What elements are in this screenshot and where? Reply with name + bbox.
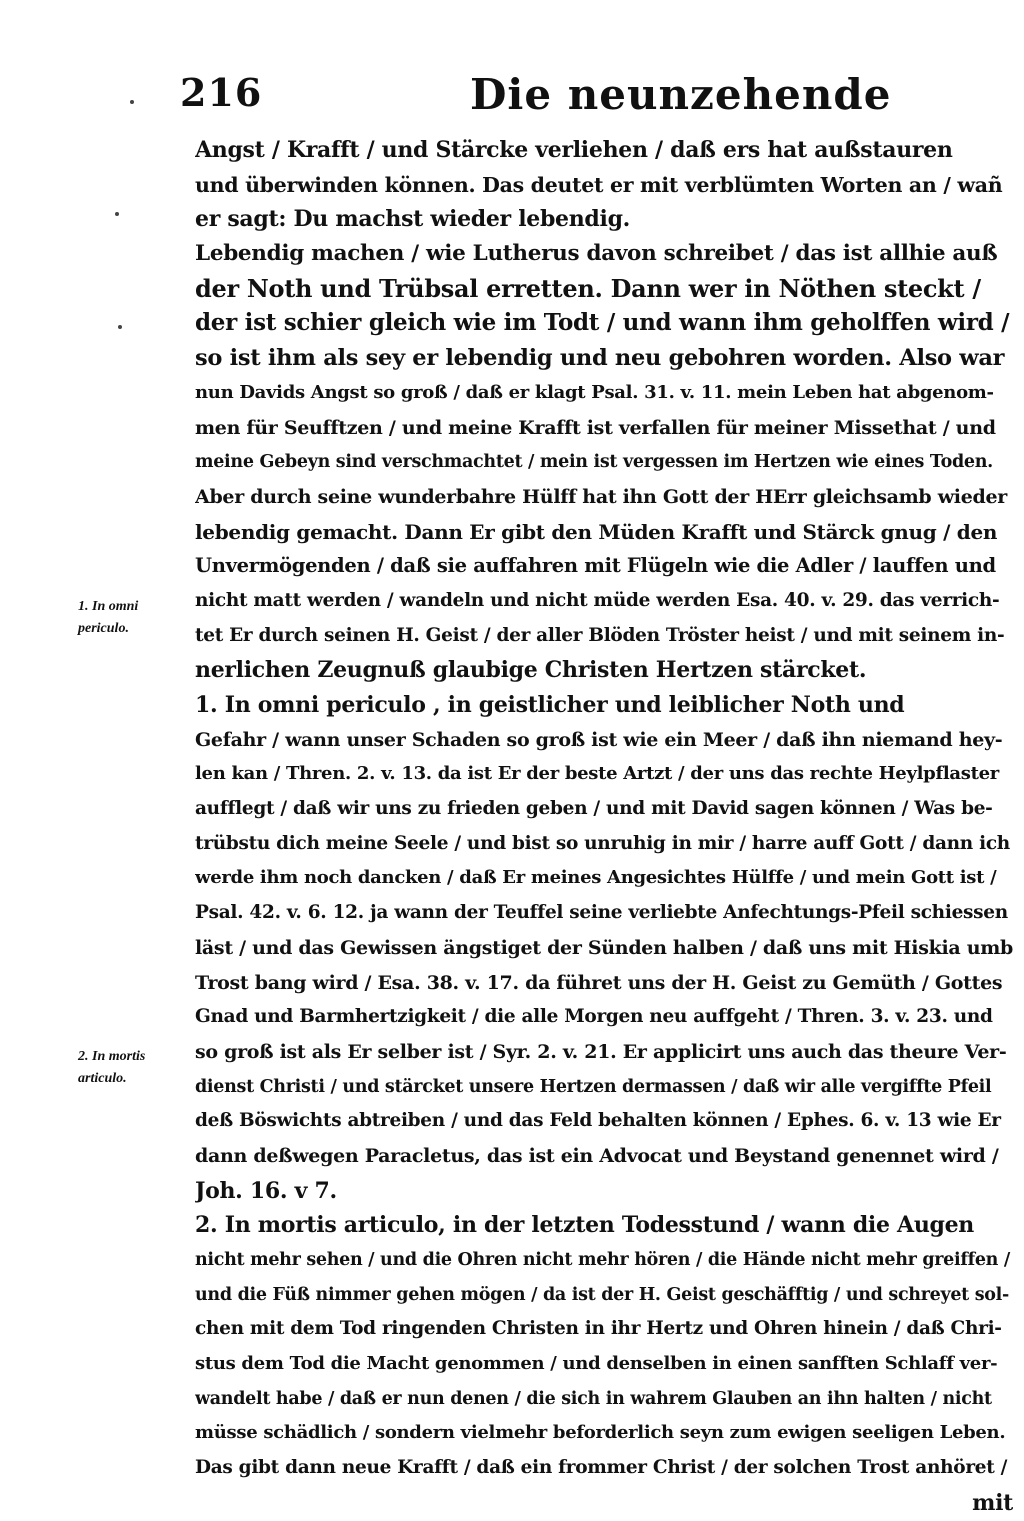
text-line-37: wandelt habe / daß er nun denen / die sich in wahrem Glauben an ihn halten / nicht: [195, 1388, 992, 1409]
text-line-17: 1. In omni periculo , in geistlicher und leiblicher Noth und: [195, 692, 905, 718]
margin-note-2-line-1: 2. In mortis: [78, 1049, 146, 1064]
text-line-38: müsse schädlich / sondern vielmehr beforderlich seyn zum ewigen seeligen Leben.: [195, 1422, 1006, 1444]
text-line-30: dann deßwegen Paracletus, das ist ein Advocat und Beystand genennet wird /: [195, 1144, 999, 1167]
text-line-12: lebendig gemacht. Dann Er gibt den Müden Krafft und Stärck gnug / den: [195, 519, 998, 544]
text-line-31: Joh. 16. v 7.: [195, 1177, 337, 1204]
margin-note-1: [78, 596, 188, 640]
margin-note-1-line-1: 1. In omni: [78, 599, 139, 614]
ink-speck: [118, 325, 122, 329]
catchword: mit: [972, 1489, 1013, 1516]
margin-note-2-line-2: articulo.: [78, 1071, 127, 1086]
text-line-18: Gefahr / wann unser Schaden so groß ist wie ein Meer / daß ihn niemand hey-: [195, 728, 1003, 751]
text-line-25: Trost bang wird / Esa. 38. v. 17. da führet uns der H. Geist zu Gemüth / Gottes: [195, 971, 1003, 994]
text-line-28: dienst Christi / und stärcket unsere Hertzen dermassen / daß wir alle vergiffte Pfeil: [195, 1076, 992, 1097]
text-line-19: len kan / Thren. 2. v. 13. da ist Er der beste Artzt / der uns das rechte Heylpflaster: [195, 763, 999, 785]
text-line-7: so ist ihm als sey er lebendig und neu gebohren worden. Also war: [195, 345, 1005, 372]
body-text: [195, 133, 1013, 1521]
text-line-13: Unvermögenden / daß sie auffahren mit Flügeln wie die Adler / lauffen und: [195, 554, 996, 578]
text-line-34: und die Füß nimmer gehen mögen / da ist der H. Geist geschäfftig / und schreyet sol-: [195, 1284, 1009, 1305]
text-line-39: Das gibt dann neue Krafft / daß ein frommer Christ / der solchen Trost anhöret /: [195, 1457, 1008, 1479]
ink-speck: [130, 100, 134, 104]
text-line-6: der ist schier gleich wie im Todt / und wann ihm geholffen wird /: [195, 309, 1010, 337]
text-line-27: so groß ist als Er selber ist / Syr. 2. v. 21. Er applicirt uns auch das theure Ver-: [195, 1040, 1007, 1063]
text-line-9: men für Seufftzen / und meine Krafft ist verfallen für meiner Missethat / und: [195, 416, 996, 439]
text-line-11: Aber durch seine wunderbahre Hülff hat ihn Gott der HErr gleichsamb wieder: [195, 485, 1007, 508]
text-line-4: Lebendig machen / wie Lutherus davon schreibet / das ist allhie auß: [195, 241, 998, 267]
text-line-36: stus dem Tod die Macht genommen / und denselben in einen sanfften Schlaff ver-: [195, 1353, 998, 1375]
text-line-24: läst / und das Gewissen ängstiget der Sünden halben / daß uns mit Hiskia umb: [195, 936, 1013, 959]
running-title: Die neunzehende: [470, 70, 892, 119]
text-line-5: der Noth und Trübsal erretten. Dann wer in Nöthen steckt /: [195, 273, 981, 303]
ink-speck: [115, 212, 119, 216]
text-line-20: aufflegt / daß wir uns zu frieden geben / und mit David sagen können / Was be-: [195, 798, 993, 820]
text-line-22: werde ihm noch dancken / daß Er meines Angesichtes Hülffe / und mein Gott ist /: [195, 867, 997, 889]
text-line-15: tet Er durch seinen H. Geist / der aller Blöden Tröster heist / und mit seinem in-: [195, 624, 1005, 646]
text-line-33: nicht mehr sehen / und die Ohren nicht mehr hören / die Hände nicht mehr greiffen /: [195, 1250, 1010, 1270]
text-line-23: Psal. 42. v. 6. 12. ja wann der Teuffel seine verliebte Anfechtungs-Pfeil schiessen: [195, 902, 1008, 924]
text-line-10: meine Gebeyn sind verschmachtet / mein ist vergessen im Hertzen wie eines Toden.: [195, 452, 993, 473]
text-line-35: chen mit dem Tod ringenden Christen in ihr Hertz und Ohren hinein / daß Chri-: [195, 1318, 1002, 1340]
text-line-3: er sagt: Du machst wieder lebendig.: [195, 206, 631, 233]
text-line-32: 2. In mortis articulo, in der letzten Todesstund / wann die Augen: [195, 1212, 974, 1239]
text-line-21: trübstu dich meine Seele / und bist so unruhig in mir / harre auff Gott / dann ich: [195, 832, 1010, 854]
page-header: [180, 70, 1020, 120]
text-line-8: nun Davids Angst so groß / daß er klagt Psal. 31. v. 11. mein Leben hat abgenom-: [195, 381, 994, 403]
text-line-16: nerlichen Zeugnuß glaubige Christen Hertzen stärcket.: [195, 657, 867, 684]
text-line-26: Gnad und Barmhertzigkeit / die alle Morgen neu auffgeht / Thren. 3. v. 23. und: [195, 1006, 993, 1028]
margin-note-2: [78, 1046, 188, 1090]
text-line-2: und überwinden können. Das deutet er mit verblümten Worten an / wañ: [195, 172, 1003, 197]
text-line-1: Angst / Krafft / und Stärcke verliehen / daß ers hat außstauren: [195, 137, 953, 163]
margin-note-1-line-2: periculo.: [78, 621, 129, 636]
page-number: 216: [180, 70, 263, 115]
text-line-14: nicht matt werden / wandeln und nicht müde werden Esa. 40. v. 29. das verrich-: [195, 589, 1000, 611]
text-line-29: deß Böswichts abtreiben / und das Feld behalten können / Ephes. 6. v. 13 wie Er: [195, 1110, 1001, 1132]
